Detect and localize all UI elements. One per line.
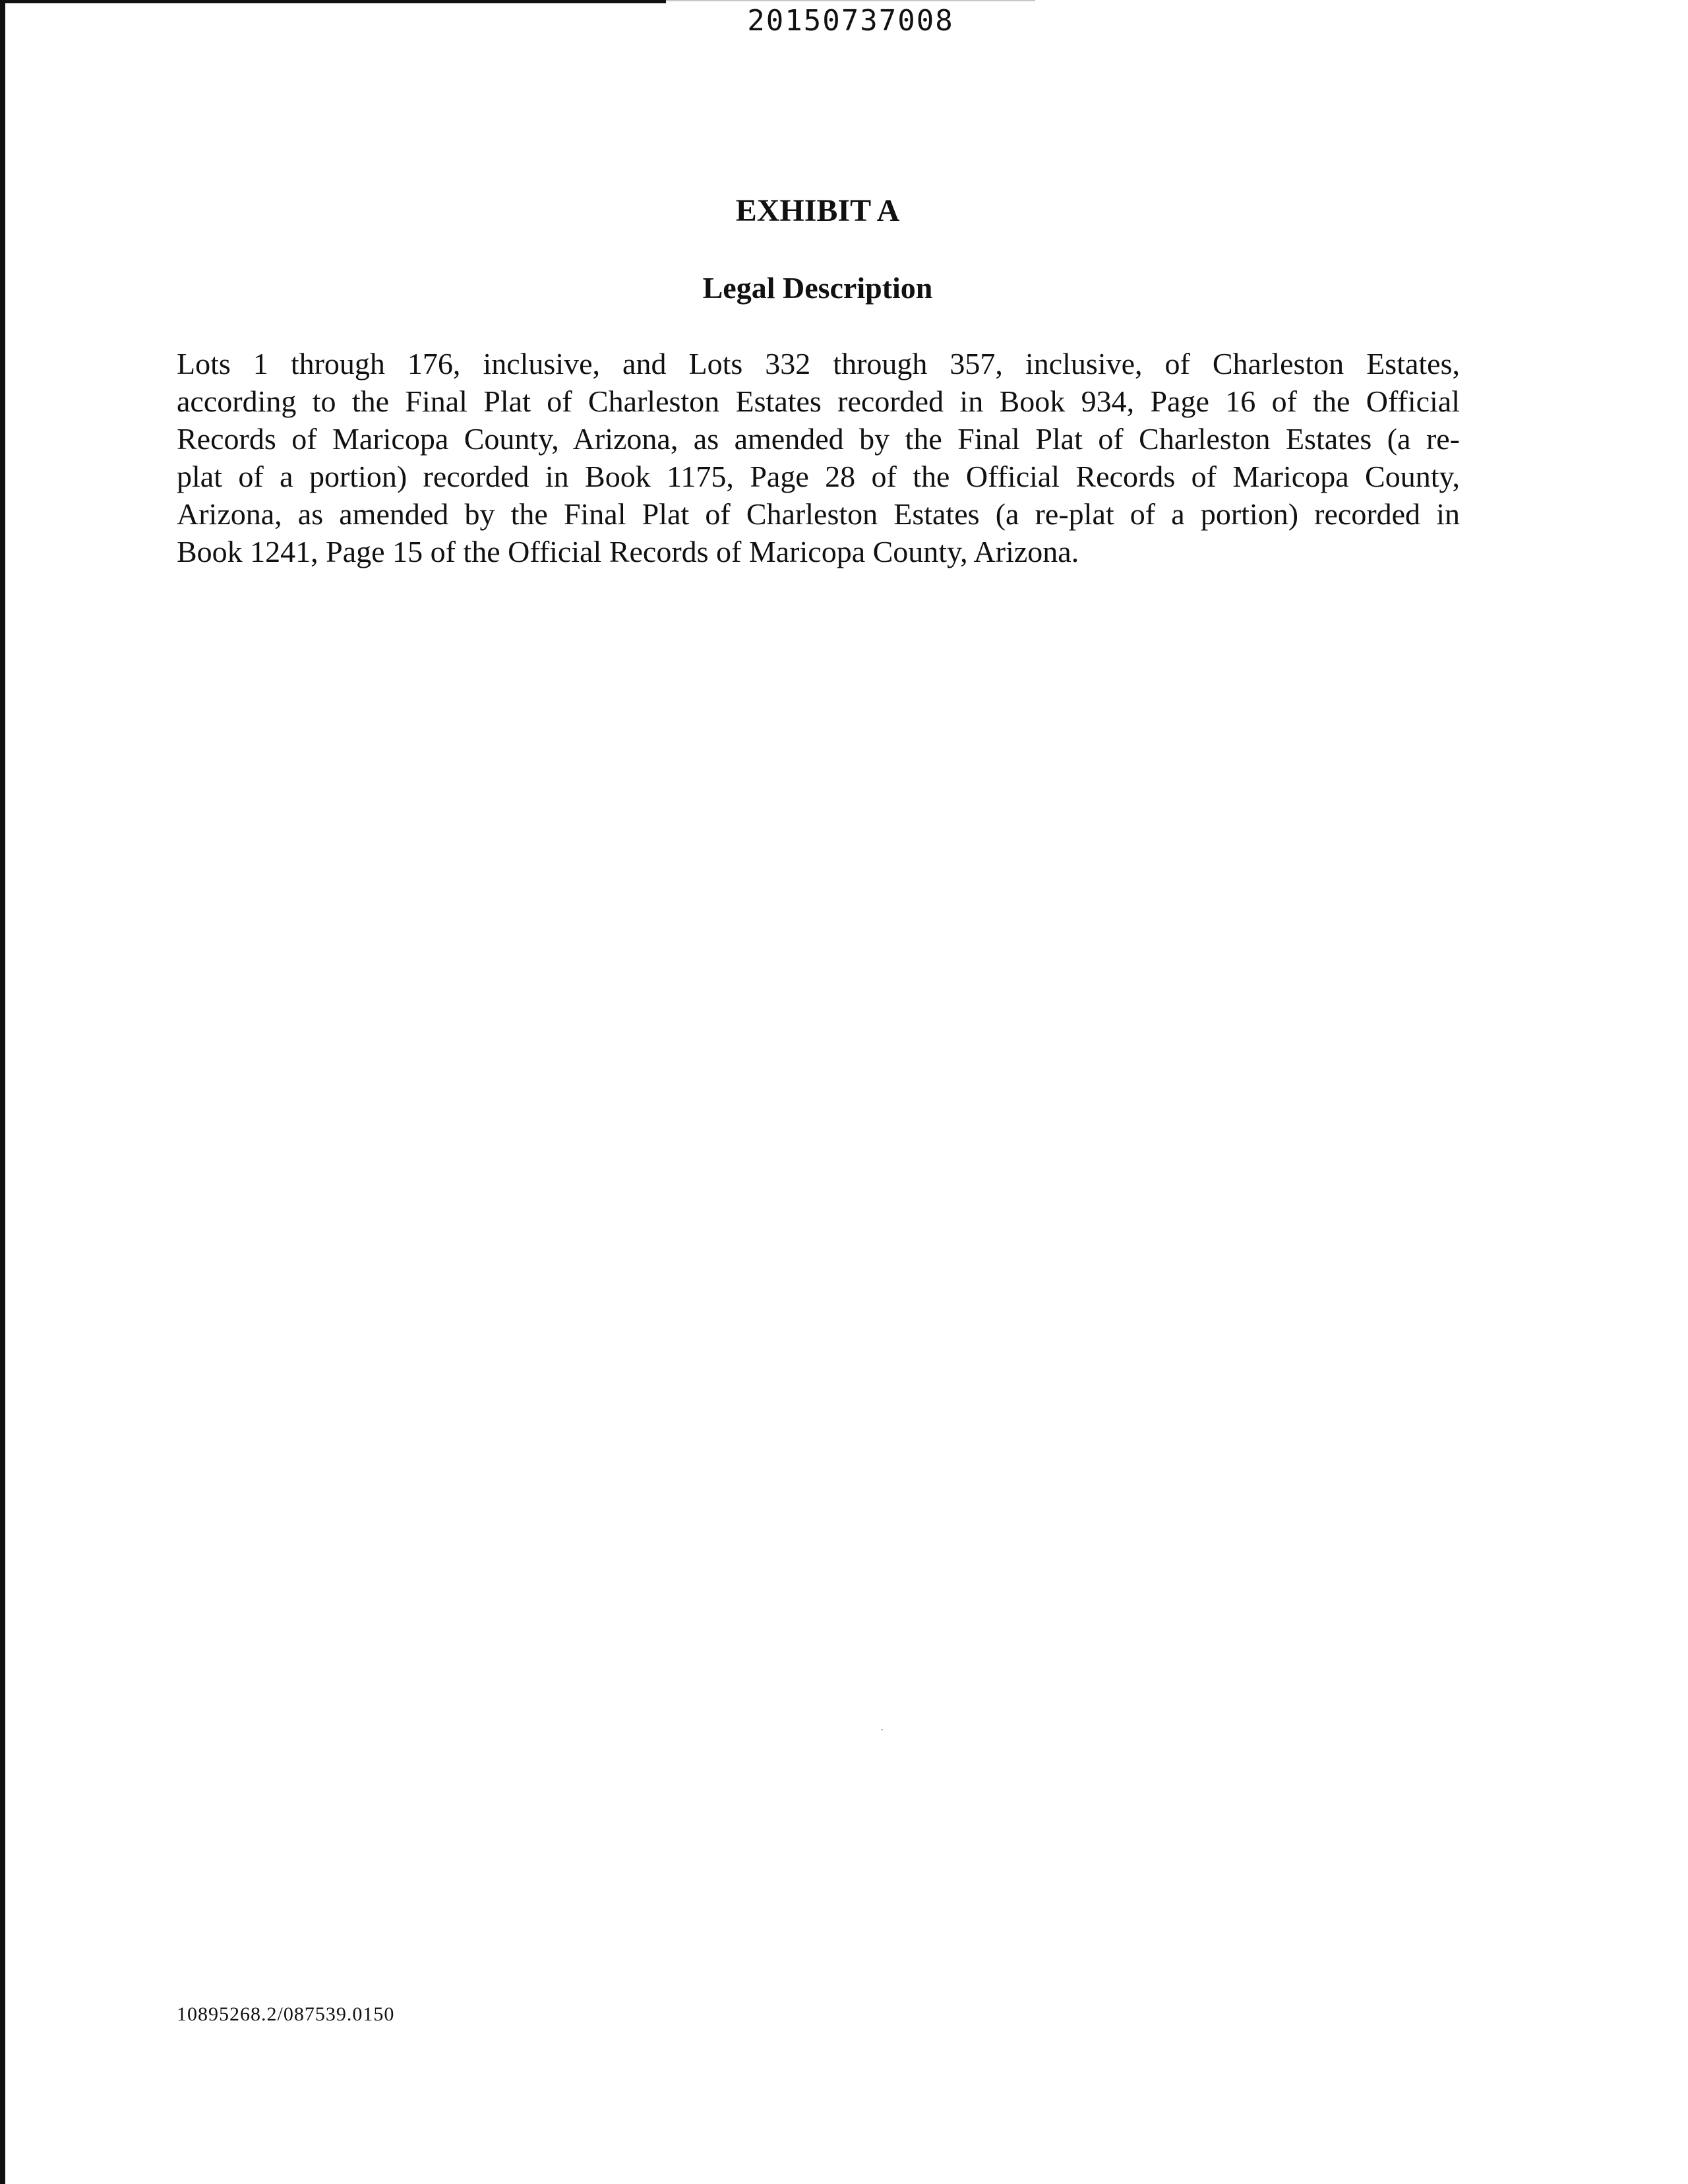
scan-edge-top-faint: [666, 0, 1035, 1]
scan-edge-left: [0, 0, 5, 2184]
scan-edge-top: [0, 0, 666, 3]
document-reference: 10895268.2/087539.0150: [177, 2003, 395, 2025]
legal-description-line: Arizona, as amended by the Final Plat of Charleston Estates (a re-plat of a portion) recorded in: [177, 497, 1460, 531]
legal-description-line: Lots 1 through 176, inclusive, and Lots 332 through 357, inclusive, of Charleston Estates,: [177, 347, 1460, 380]
legal-description-paragraph: [177, 345, 1460, 570]
legal-description-line: Book 1241, Page 15 of the Official Records of Maricopa County, Arizona.: [177, 535, 1079, 568]
scan-speck: [881, 1729, 883, 1730]
legal-description-line: plat of a portion) recorded in Book 1175, Page 28 of the Official Records of Maricopa County,: [177, 460, 1460, 493]
exhibit-title: EXHIBIT A: [735, 193, 900, 228]
legal-description-line: according to the Final Plat of Charleston Estates recorded in Book 934, Page 16 of the Official: [177, 384, 1460, 418]
exhibit-subtitle: Legal Description: [702, 271, 933, 305]
legal-description-line: Records of Maricopa County, Arizona, as amended by the Final Plat of Charleston Estates (a re-: [177, 422, 1460, 456]
recording-number: 20150737008: [747, 4, 954, 38]
